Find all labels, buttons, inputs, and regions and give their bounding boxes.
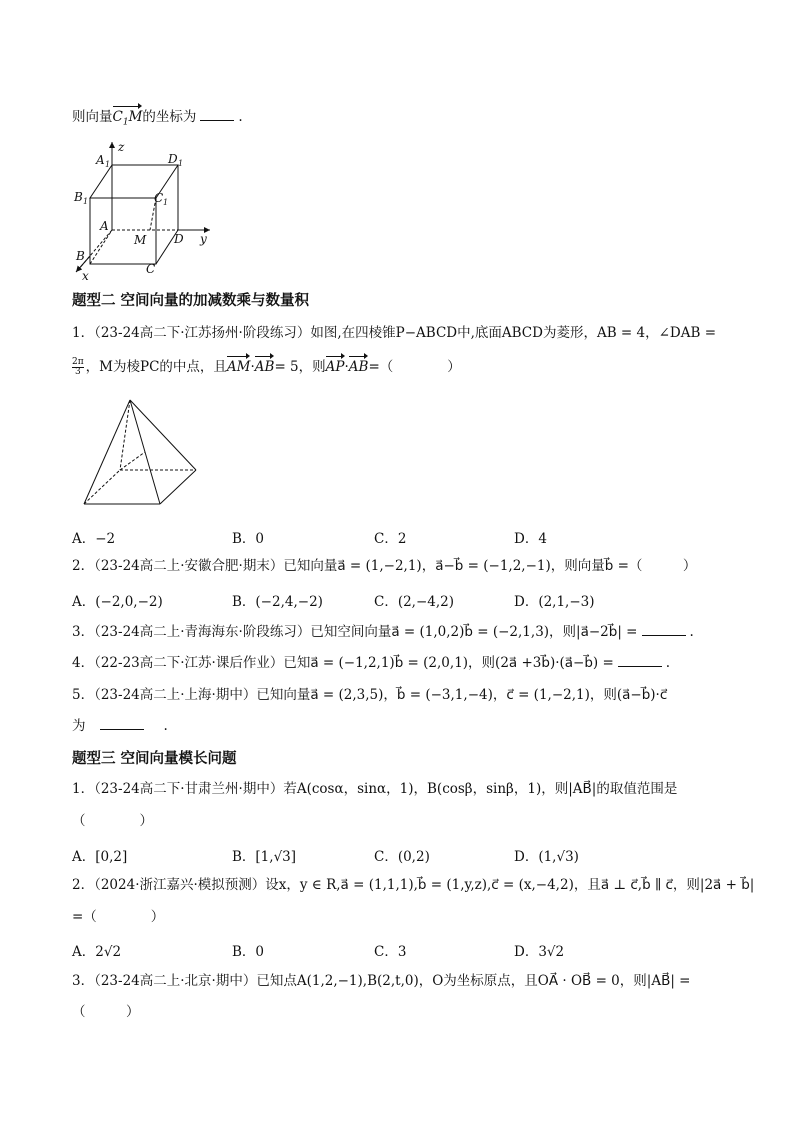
label-d: D xyxy=(174,232,184,246)
s3-q1-option-c[interactable]: C．(0,2) xyxy=(374,849,430,865)
s3-q1-option-d[interactable]: D．(1,√3) xyxy=(514,849,579,865)
pyramid-figure xyxy=(70,388,220,518)
s2-q5-line2: 为 . xyxy=(72,718,168,734)
label-z: z xyxy=(118,140,125,154)
s3-q2-text: 2．（2024·浙江嘉兴·模拟预测）设x，y ∈ R,a⃗ = (1,1,1),b⃗ = (1,y,z),c⃗ = (x,−4,2)，且a⃗ ⊥ c⃗,b⃗ ∥ c⃗，则|2a⃗ + b⃗| xyxy=(72,877,755,893)
label-c: C xyxy=(146,262,156,276)
s2-q1-option-b[interactable]: B．0 xyxy=(232,531,265,547)
s2-q4-text: 4．（22-23高二下·江苏·课后作业）已知a⃗ = (−1,2,1)b⃗ = (2,0,1)，则(2a⃗ +3b⃗)·(a⃗−b⃗) = xyxy=(72,655,614,671)
svg-text:1: 1 xyxy=(105,160,111,169)
s2-q4-line: 4．（22-23高二下·江苏·课后作业）已知a⃗ = (−1,2,1)b⃗ = (2,0,1)，则(2a⃗ +3b⃗)·(a⃗−b⃗) = . xyxy=(72,655,671,671)
s3-q1-option-a[interactable]: A．[0,2] xyxy=(72,849,128,865)
s2-q5-text: 5．（23-24高二上·上海·期中）已知向量a⃗ = (2,3,5)，b⃗ = (−3,1,−4)，c⃗ = (1,−2,1)，则(a⃗−b⃗)·c⃗ xyxy=(72,687,668,703)
s3-q1-line2: （ ） xyxy=(72,813,153,829)
s3-q2-option-a[interactable]: A．2√2 xyxy=(72,944,122,960)
intro-line: 则向量$C_1M$的坐标为 . xyxy=(72,108,243,132)
label-c1: C xyxy=(154,191,164,205)
label-a1: A xyxy=(96,153,105,167)
s2-q3-line: 3．（23-24高二上·青海海东·阶段练习）已知空间向量a⃗ = (1,0,2)b⃗ = (−2,1,3)，则|a⃗−2b⃗| = . xyxy=(72,624,694,640)
s3-q2-option-c[interactable]: C．3 xyxy=(374,944,407,960)
section-3-title: 题型三 空间向量模长问题 xyxy=(72,751,237,767)
label-b1: B xyxy=(74,190,83,204)
s3-q2-option-d[interactable]: D．3√2 xyxy=(514,944,565,960)
s3-q1-option-b[interactable]: B．[1,√3] xyxy=(232,849,297,865)
label-y: y xyxy=(200,232,207,246)
s2-q1-option-c[interactable]: C．2 xyxy=(374,531,407,547)
vector-c1m: $C_1M$ xyxy=(113,108,143,132)
s2-q2-option-c[interactable]: C．(2,−4,2) xyxy=(374,594,455,610)
s2-q3-text: 3．（23-24高二上·青海海东·阶段练习）已知空间向量a⃗ = (1,0,2)b⃗ = (−2,1,3)，则|a⃗−2b⃗| = xyxy=(72,624,638,640)
cube-figure xyxy=(70,140,220,283)
label-d1: D xyxy=(168,152,178,166)
answer-blank[interactable] xyxy=(618,654,662,667)
s2-q1-option-d[interactable]: D．4 xyxy=(514,531,547,547)
label-x: x xyxy=(82,269,89,283)
s2-q2-option-b[interactable]: B．(−2,4,−2) xyxy=(232,594,323,610)
answer-blank[interactable] xyxy=(200,108,234,121)
s3-q3-text: 3．（23-24高二上·北京·期中）已知点A(1,2,−1),B(2,t,0)，O为坐标原点，且OA⃗ · OB⃗ = 0，则|AB⃗| = xyxy=(72,973,691,989)
s3-q1-text: 1．（23-24高二下·甘肃兰州·期中）若A(cosα，sinα，1)，B(cosβ，sinβ，1)，则|AB⃗|的取值范围是 xyxy=(72,781,678,797)
answer-blank[interactable] xyxy=(642,623,686,636)
s3-q3-line2: （ ） xyxy=(72,1004,140,1020)
s3-q2-line2: =（ ） xyxy=(72,909,165,925)
s2-q2-text: 2．（23-24高二上·安徽合肥·期末）已知向量a⃗ = (1,−2,1)，a⃗−b⃗ = (−1,2,−1)，则向量b⃗ =（ ） xyxy=(72,558,697,574)
svg-text:1: 1 xyxy=(178,159,184,168)
s2-q1-option-a[interactable]: A．−2 xyxy=(72,531,116,547)
s2-q1-line2: $\frac{2\pi}{3}$ ，M为棱PC的中点，且AM·AB= 5，则AP·AB=（ ） xyxy=(72,357,461,377)
intro-text: 则向量 xyxy=(72,109,113,125)
fraction-2pi-3: $\frac{2\pi}{3}$ xyxy=(72,357,84,377)
svg-text:1: 1 xyxy=(163,198,169,207)
label-a: A xyxy=(100,219,109,233)
label-m: M xyxy=(134,233,147,247)
section-2-title: 题型二 空间向量的加减数乘与数量积 xyxy=(72,293,310,309)
svg-text:1: 1 xyxy=(83,197,89,206)
s2-q1-line1: 1．（23-24高二下·江苏扬州·阶段练习）如图,在四棱锥P−ABCD中,底面ABCD为菱形，AB = 4，∠DAB = xyxy=(72,325,717,341)
s2-q2-option-d[interactable]: D．(2,1,−3) xyxy=(514,594,595,610)
intro-text-after: 的坐标为 xyxy=(142,109,197,125)
label-b: B xyxy=(76,249,85,263)
answer-blank[interactable] xyxy=(100,717,144,730)
s2-q2-option-a[interactable]: A．(−2,0,−2) xyxy=(72,594,163,610)
s3-q2-option-b[interactable]: B．0 xyxy=(232,944,265,960)
